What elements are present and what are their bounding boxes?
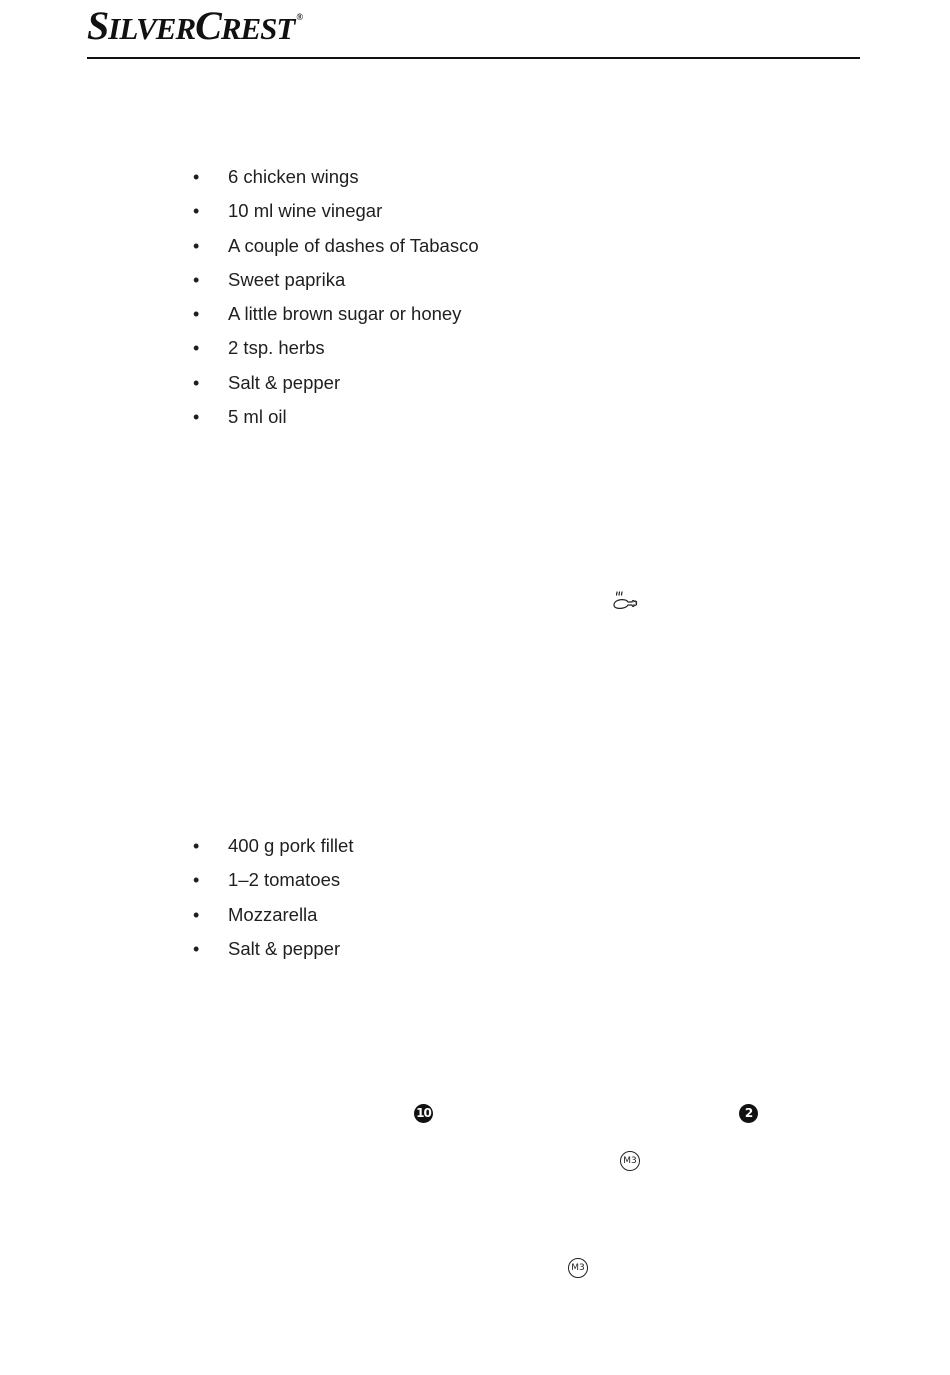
- list-item: [193, 235, 479, 269]
- ingredient-text: Mozzarella: [228, 903, 318, 925]
- ingredient-text: Salt & pepper: [228, 371, 341, 393]
- bullet: •: [193, 372, 200, 393]
- ingredient-text: Salt & pepper: [228, 937, 341, 959]
- ingredient-text: A little brown sugar or honey: [228, 303, 462, 325]
- bullet: •: [193, 870, 200, 891]
- brand-initial-c: C: [195, 3, 221, 48]
- bullet: •: [193, 269, 200, 290]
- bullet: •: [193, 304, 200, 325]
- part-reference-2-icon: 2: [739, 1104, 758, 1123]
- ingredient-list-pork-fillet: [193, 835, 353, 972]
- bullet: •: [193, 407, 200, 428]
- list-item: [193, 166, 479, 200]
- list-item: [193, 406, 479, 440]
- list-item: [193, 337, 479, 371]
- ingredient-text: 6 chicken wings: [228, 166, 359, 187]
- menu-m3-icon-second: M3: [568, 1258, 588, 1278]
- list-item: [193, 904, 353, 938]
- list-item: [193, 869, 353, 903]
- ingredient-text: 10 ml wine vinegar: [228, 200, 383, 222]
- poultry-icon: [611, 590, 641, 614]
- ingredient-text: 400 g pork fillet: [228, 835, 354, 856]
- bullet: •: [193, 167, 200, 187]
- brand-logo: [87, 3, 303, 48]
- list-item: [193, 372, 479, 406]
- list-item: [193, 303, 479, 337]
- ingredient-text: 1–2 tomatoes: [228, 869, 341, 891]
- bullet: •: [193, 235, 200, 256]
- list-item: [193, 835, 353, 869]
- ingredient-text: Sweet paprika: [228, 268, 346, 290]
- ingredient-text: 5 ml oil: [228, 406, 287, 428]
- ingredient-list-chicken-wings: [193, 166, 479, 440]
- list-item: [193, 938, 353, 972]
- brand-initial-s: S: [87, 3, 109, 48]
- bullet: •: [193, 338, 200, 359]
- header-rule: [87, 57, 860, 59]
- menu-m3-icon: M3: [620, 1151, 640, 1171]
- brand-rest-crest: REST: [220, 11, 295, 46]
- ingredient-text: A couple of dashes of Tabasco: [228, 234, 479, 256]
- part-reference-10-icon: 10: [414, 1104, 433, 1123]
- registered-mark: ®: [296, 12, 303, 22]
- list-item: [193, 269, 479, 303]
- bullet: •: [193, 201, 200, 222]
- bullet: •: [193, 938, 200, 959]
- bullet: •: [193, 836, 200, 856]
- list-item: [193, 200, 479, 234]
- brand-rest-silver: ILVER: [108, 11, 196, 46]
- ingredient-text: 2 tsp. herbs: [228, 337, 325, 359]
- bullet: •: [193, 904, 200, 925]
